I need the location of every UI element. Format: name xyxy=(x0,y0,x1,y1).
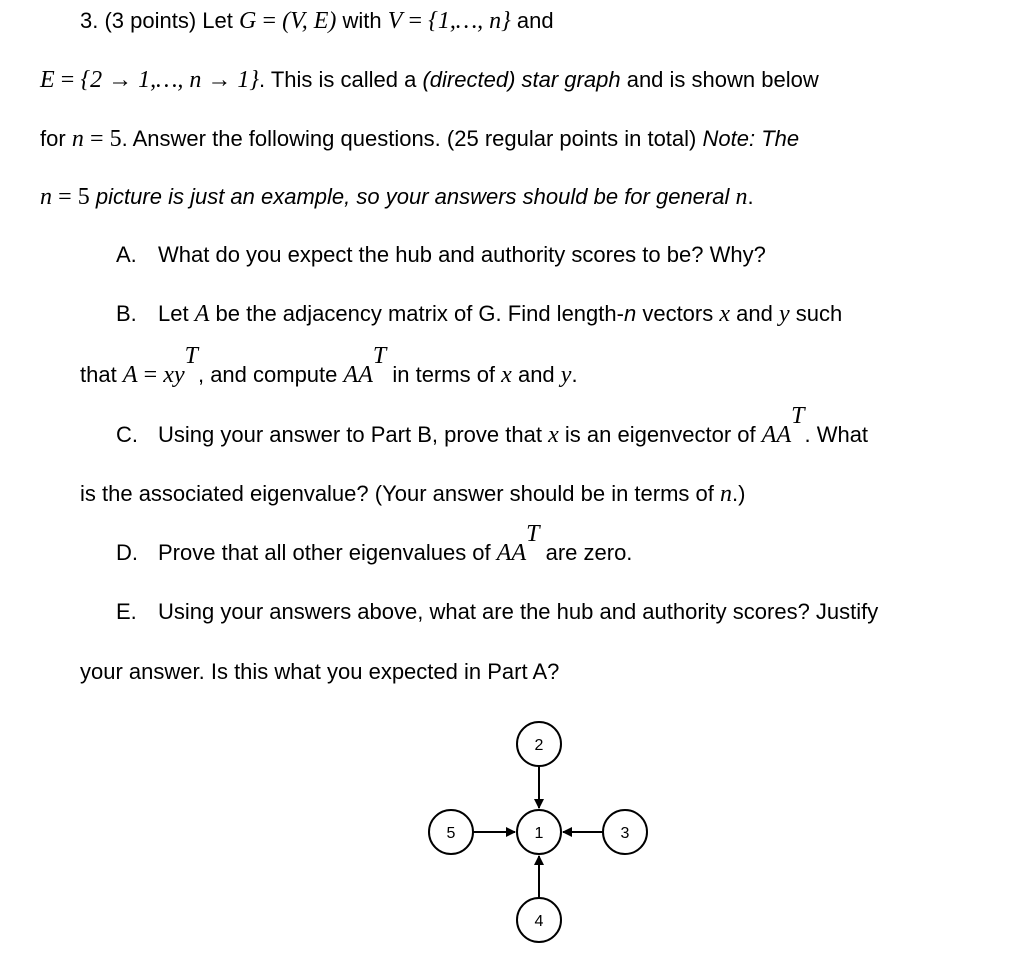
node-1-label: 1 xyxy=(534,825,544,842)
math-transpose: T xyxy=(526,521,540,547)
math-A: A xyxy=(194,301,210,327)
math-VE: (V, E) xyxy=(282,8,337,34)
math-x: x xyxy=(548,422,559,448)
text-desc: . This is called a xyxy=(259,67,417,92)
math-Vset: {1,…, n} xyxy=(428,8,511,34)
math-AA: AA xyxy=(761,422,792,448)
text: be the adjacency matrix of G. Find length- xyxy=(215,301,624,326)
text: your answer. Is this what you expected in Part A? xyxy=(80,659,560,684)
text: Let xyxy=(158,301,189,326)
question-number: 3. xyxy=(80,8,99,33)
math-x: x xyxy=(719,301,731,327)
text-period: . xyxy=(747,184,754,209)
text: . xyxy=(571,362,578,387)
math-transpose: T xyxy=(372,343,387,369)
text-answer: . Answer the following questions. (25 regular points in total) xyxy=(121,126,697,151)
math-x: x xyxy=(501,362,512,388)
part-d-label: D. xyxy=(116,540,138,565)
text-note: picture is just an example, so your answers should be for general xyxy=(95,184,730,209)
math-transpose: T xyxy=(184,343,198,369)
math-eq: = xyxy=(408,8,423,34)
part-a-text: What do you expect the hub and authority scores to be? Why? xyxy=(158,242,766,267)
part-e-label: E. xyxy=(116,599,137,624)
node-4 xyxy=(517,898,561,942)
text: and xyxy=(736,301,773,326)
math-five: 5 xyxy=(77,184,90,210)
text: Using your answer to Part B, prove that xyxy=(158,422,542,447)
part-b-label: B. xyxy=(116,301,137,326)
math-n: n xyxy=(735,184,748,210)
node-1 xyxy=(517,810,561,854)
text-with: with xyxy=(342,8,382,33)
text: Using your answers above, what are the hub and authority scores? Justify xyxy=(158,599,879,624)
node-2-label: 2 xyxy=(534,737,544,754)
text: , and compute xyxy=(197,362,338,387)
text: is an eigenvector of xyxy=(564,422,756,447)
math-AA: AA xyxy=(343,362,373,388)
math-E: E xyxy=(40,67,55,93)
math-y: y xyxy=(560,362,572,388)
question-points: (3 points) Let xyxy=(104,8,233,33)
math-G: G xyxy=(239,8,257,34)
text-note: Note: The xyxy=(702,126,800,151)
text-desc: and is shown below xyxy=(626,67,819,92)
part-c-label: C. xyxy=(116,422,138,447)
text: in terms of xyxy=(392,362,496,387)
text: and xyxy=(517,362,555,387)
text-star-graph: (directed) star graph xyxy=(422,67,621,92)
text-and: and xyxy=(516,8,554,33)
math-Eset: {2 → 1,…, n → 1} xyxy=(80,67,260,93)
math-n: n xyxy=(40,184,52,210)
node-5-label: 5 xyxy=(446,825,456,842)
text: is the associated eigenvalue? (Your answer should be in terms of xyxy=(80,481,714,506)
text: that xyxy=(80,362,117,387)
node-4-label: 4 xyxy=(534,913,544,930)
text: .) xyxy=(732,481,746,506)
node-2 xyxy=(517,722,561,766)
math-transpose: T xyxy=(791,403,805,429)
text: are zero. xyxy=(545,540,633,565)
text: vectors xyxy=(642,301,714,326)
math-xy: xy xyxy=(163,362,185,388)
math-n: n xyxy=(623,301,637,326)
text: Prove that all other eigenvalues of xyxy=(158,540,491,565)
part-a-label: A. xyxy=(116,242,137,267)
math-AA: AA xyxy=(496,540,527,566)
math-eq: = xyxy=(58,184,72,210)
math-five: 5 xyxy=(109,126,122,152)
math-eq: = xyxy=(60,67,75,93)
math-eq: = xyxy=(89,126,104,152)
math-n: n xyxy=(720,481,733,507)
math-n: n xyxy=(71,126,84,152)
math-y: y xyxy=(779,301,790,327)
node-5 xyxy=(429,810,473,854)
text: such xyxy=(795,301,843,326)
math-eq: = xyxy=(143,362,158,388)
math-V: V xyxy=(387,8,403,34)
text-for: for xyxy=(40,126,66,151)
text: . What xyxy=(804,422,869,447)
math-eq: = xyxy=(262,8,277,34)
node-3-label: 3 xyxy=(620,825,630,842)
node-3 xyxy=(603,810,647,854)
math-A: A xyxy=(122,362,138,388)
